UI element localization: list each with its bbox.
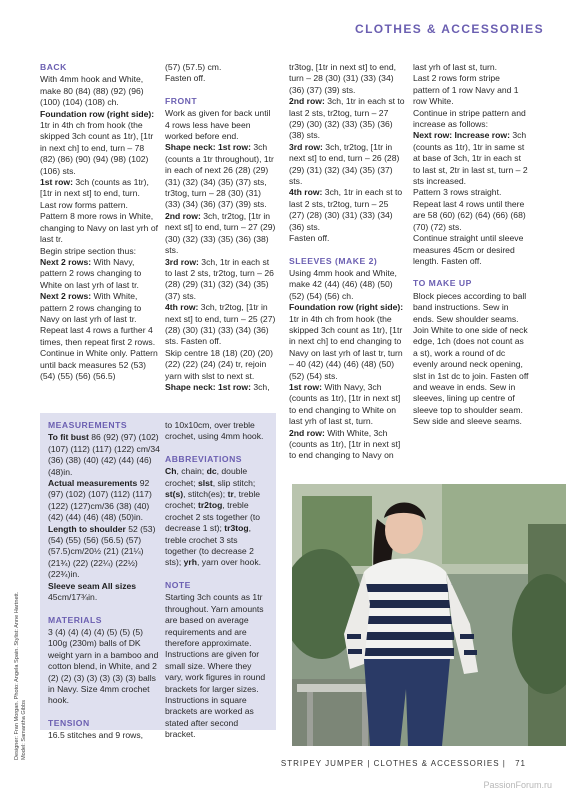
page-footer: STRIPEY JUMPER | CLOTHES & ACCESSORIES | 71 (280, 759, 526, 768)
sleeve-seam-value: 45cm/17¾in. (48, 592, 98, 603)
sleeves-text: Continue straight until sleeve measures 45cm or desired length. Fasten off. (413, 233, 524, 266)
front-shape-neck-2: Shape neck: 1st row: 3ch, (165, 381, 270, 392)
back-text: Last row forms pattern. (40, 199, 128, 210)
sleeves-text: Last 2 rows form stripe pattern of 1 row Navy and 1 row White. (413, 73, 519, 107)
tension-heading: TENSION (48, 717, 90, 728)
abbreviations-heading: ABBREVIATIONS (165, 453, 243, 464)
back-text: Continue in White only. Pattern until back measures 52 (53) (54) (55) (56) (56.5) (40, 348, 158, 381)
sleeves-row-2: 2nd row: With White, 3ch (counts as 1tr), [1tr in next st] to end changing to Navy on (289, 427, 401, 461)
front-row-2: 2nd row: 3ch, tr2tog, [1tr in next st] to end, turn – 27 (29) (30) (32) (33) (35) (36) (38) sts. (165, 210, 276, 256)
section-title: CLOTHES & ACCESSORIES (355, 22, 544, 36)
sleeves-continued: last yrh of last st, turn. (413, 62, 498, 72)
make-up-text: Block pieces according to ball band instructions. Sew in ends. Sew shoulder seams. Join White to one side of neck edge, 1ch (does not count as a st), work a round of dc evenly around neck opening, slst in 1st dc to join. Fasten off and weave in ends. Sew in sleeves, lining up centre of sleeve top to shoulder seam. Sew side and sleeve seams. (413, 290, 529, 427)
materials-heading: MATERIALS (48, 614, 102, 625)
front-continued: tr3tog, [1tr in next st] to end, turn – 28 (30) (31) (33) (34) (36) (37) (39) sts. (289, 62, 397, 95)
sleeves-foundation-row: Foundation row (right side): 1tr in 4th ch from hook (the skipped 3ch count as 1tr), [1tr in next ch] to end changing to Navy on last yrh of last tr, turn – 40 (42) (44) (46) (48) (50) (52) (54) sts. (289, 302, 404, 381)
photo-credit: Designer: Fran Morgan. Photo: Angela Spain. Stylist: Anne Hartnett. Model: Samantha Gibbs (14, 591, 27, 760)
sleeve-seam-label: Sleeve seam All sizes (48, 580, 137, 591)
back-text: Repeat last 4 rows a further 4 times, then repeat first 2 rows. (40, 325, 156, 347)
back-foundation-row: Foundation row (right side): 1tr in 4th ch from hook (the skipped 3ch count as 1tr), [1tr in next ch] to end, turn – 78 (82) (86) (90) (94) (98) (102) (106) sts. (40, 108, 155, 176)
sleeves-text: Repeat last 4 rows until there are 58 (60) (62) (64) (66) (68) (70) (72) sts. (413, 198, 526, 232)
back-text: Pattern 8 more rows in White, changing to Navy on last yrh of last tr. (40, 211, 158, 245)
front-fasten-off: Fasten off. (289, 233, 330, 244)
front-row-3b: 3rd row: 3ch, tr2tog, [1tr in next st] to end, turn – 26 (28) (29) (31) (32) (34) (35) (37) sts. (289, 141, 400, 187)
abbreviations-text: Ch, chain; dc, double crochet; slst, slip stitch; st(s), stitch(es); tr, treble crochet; tr2tog, treble crochet 2 sts together (to decrease 1 st); tr3tog, treble crochet 3 sts together (to decrease 2 sts); yrh, yarn over hook. (165, 466, 262, 568)
back-row-1: 1st row: 3ch (counts as 1tr), [1tr in next st] to end, turn. (40, 177, 149, 199)
back-text: Begin stripe section thus: (40, 245, 137, 256)
sleeves-increase-row: Next row: Increase row: 3ch (counts as 1tr), 1tr in same st at base of 3ch, 1tr in each st to last st, 2tr in last st, turn – 2 sts increased. (413, 130, 528, 187)
model-photo (292, 484, 566, 746)
front-row-4b: 4th row: 3ch, 1tr in each st to last 2 sts, tr2tog, turn – 25 (27) (28) (30) (31) (33) (34) (36) sts. (289, 187, 403, 232)
footer-section: CLOTHES & ACCESSORIES (373, 759, 500, 768)
materials-text: 3 (4) (4) (4) (4) (5) (5) (5) 100g (230m) balls of DK weight yarn in a bamboo and cotton blend, in White, and 2 (2) (2) (3) (3) (3) (3) (3) balls in Navy. Size 4mm crochet hook. (48, 626, 159, 706)
front-heading: FRONT (165, 95, 198, 106)
column-back (40, 62, 158, 382)
column-front (165, 62, 277, 393)
front-skip-centre: Skip centre 18 (18) (20) (20) (22) (22) (24) (24) tr, rejoin yarn with slst to next st. (165, 347, 273, 381)
front-row-4: 4th row: 3ch, tr2tog, [1tr in next st] to end, turn – 25 (27) (28) (30) (31) (33) (34) (36) sts. Fasten off. (165, 302, 276, 347)
measurements-heading: MEASUREMENTS (48, 420, 128, 430)
sleeves-text: Continue in stripe pattern and increase as follows: (413, 107, 526, 130)
footer-article-title: STRIPEY JUMPER (280, 759, 365, 768)
panel-column-right (165, 420, 271, 741)
back-intro: With 4mm hook and White, make 80 (84) (88) (92) (96) (100) (104) (108) ch. (40, 74, 144, 108)
back-heading: BACK (40, 62, 67, 72)
column-make-up (413, 62, 529, 428)
note-heading: NOTE (165, 579, 191, 590)
front-intro: Work as given for back until 4 rows less have been worked before end. (165, 108, 271, 142)
back-fasten-off: Fasten off. (165, 73, 206, 84)
tension-text: 16.5 stitches and 9 rows, (48, 730, 144, 741)
front-row-3: 3rd row: 3ch, 1tr in each st to last 2 sts, tr2tog, turn – 26 (28) (29) (31) (32) (34) (35) (37) sts. (165, 256, 274, 301)
tension-continued: to 10x10cm, over treble crochet, using 4mm hook. (165, 420, 264, 442)
sleeves-heading: SLEEVES (MAKE 2) (289, 255, 378, 266)
actual-measurements: Actual measurements 92 (97) (102) (107) (112) (117) (122) (127)cm/36 (38) (40) (42) (44) (46) (48) (50)in. (48, 478, 152, 523)
page-number: 71 (515, 759, 526, 768)
column-sleeves (289, 62, 405, 462)
panel-column-left (48, 420, 160, 742)
make-up-heading: TO MAKE UP (413, 278, 472, 289)
sleeves-text: Pattern 3 rows straight. (413, 187, 502, 198)
back-continued: (57) (57.5) cm. (165, 62, 222, 72)
back-next-rows-navy: Next 2 rows: With Navy, pattern 2 rows changing to White on last yrh of last tr. (40, 256, 142, 290)
back-next-rows-white: Next 2 rows: With White, pattern 2 rows changing to Navy on last yrh of last tr. (40, 291, 142, 324)
watermark: PassionForum.ru (483, 780, 552, 790)
to-fit-bust: To fit bust 86 (92) (97) (102) (107) (112) (117) (122) cm/34 (36) (38) (40) (42) (44) (46) (48)in. (48, 432, 160, 477)
front-shape-neck-1: Shape neck: 1st row: 3ch (counts a 1tr throughout), 1tr in each of next 26 (28) (29) (31) (32) (34) (35) (37) sts, tr3tog, turn – 28 (30) (31) (33) (34) (36) (37) (39) sts. (165, 142, 274, 210)
sleeves-row-1: 1st row: With Navy, 3ch (counts as 1tr), [1tr in next st] to end changing to White on last yrh of last st, turn. (289, 381, 401, 427)
length-to-shoulder: Length to shoulder 52 (53) (54) (55) (56) (56.5) (57) (57.5)cm/20½ (21) (21¼) (21¾) (22) (22¼) (22½) (22¾)in. (48, 523, 156, 580)
sleeves-intro: Using 4mm hook and White, make 42 (44) (46) (48) (50) (52) (54) (56) ch. (289, 267, 397, 301)
front-row-2b: 2nd row: 3ch, 1tr in each st to last 2 sts, tr2tog, turn – 27 (29) (30) (32) (33) (35) (36) (38) sts. (289, 96, 405, 141)
note-text: Starting 3ch counts as 1tr throughout. Yarn amounts are based on average requirements and are therefore approximate. Instructions are given for small size. Where they vary, work figures in round brackets for larger sizes. Instructions in square brackets are worked as stated after second bracket. (165, 592, 266, 740)
